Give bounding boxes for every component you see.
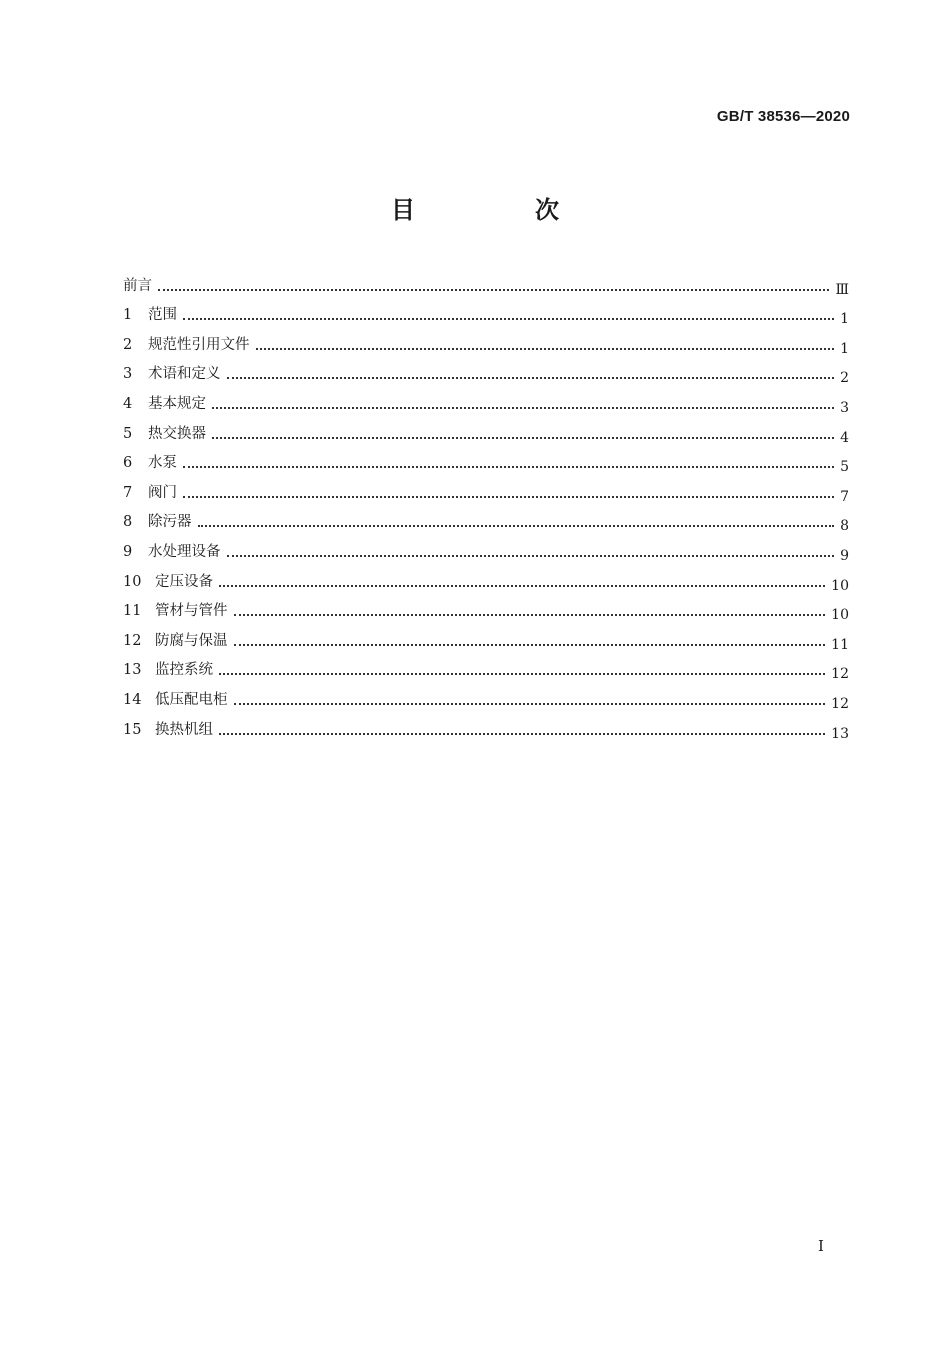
toc-entry-number: 8: [123, 514, 133, 531]
toc-entry-label: 监控系统: [155, 662, 213, 679]
toc-entry-number: 6: [123, 455, 133, 472]
toc-dot-leader: [227, 377, 835, 379]
toc-entry-label: 规范性引用文件: [148, 336, 250, 353]
toc-entry-label: 热交换器: [148, 425, 206, 442]
toc-entry-page: Ⅲ: [835, 281, 849, 298]
toc-title: 目 次: [391, 196, 607, 224]
toc-entry-number: 5: [123, 425, 133, 442]
standard-code: GB/T 38536—2020: [716, 108, 850, 125]
toc-entry-page: 12: [831, 666, 849, 683]
toc-entry-6[interactable]: [123, 444, 849, 474]
toc-entry-number: 3: [123, 366, 133, 383]
toc-entry-12[interactable]: [123, 621, 849, 651]
toc-entry-label: 换热机组: [155, 721, 213, 738]
toc-dot-leader: [183, 496, 834, 498]
toc-entry-number: 13: [123, 662, 142, 679]
toc-dot-leader: [227, 555, 835, 557]
toc-entry-foreword[interactable]: [123, 266, 849, 296]
toc-entry-page: 5: [840, 459, 849, 476]
toc-dot-leader: [183, 318, 834, 320]
toc-entry-number: 9: [123, 543, 133, 560]
page-number: I: [818, 1237, 824, 1255]
toc-entry-label: 范围: [148, 307, 177, 324]
toc-entry-1[interactable]: [123, 296, 849, 326]
toc-entry-label: 术语和定义: [148, 366, 221, 383]
toc-dot-leader: [219, 733, 825, 735]
toc-entry-page: 10: [831, 577, 849, 594]
toc-entry-number: 4: [123, 395, 133, 412]
toc-entry-page: 1: [840, 340, 849, 357]
toc-entry-10[interactable]: [123, 562, 849, 592]
toc-entry-5[interactable]: [123, 414, 849, 444]
toc-entry-2[interactable]: [123, 325, 849, 355]
toc-entry-4[interactable]: [123, 384, 849, 414]
toc-entry-page: 12: [831, 695, 849, 712]
toc-entry-page: 10: [831, 607, 849, 624]
toc-entry-number: 15: [123, 721, 142, 738]
toc-entry-page: 3: [840, 399, 849, 416]
toc-entry-number: 11: [123, 603, 142, 620]
toc-entry-page: 9: [840, 547, 849, 564]
toc-entry-label: 水处理设备: [148, 543, 221, 560]
toc-entry-page: 7: [840, 488, 849, 505]
toc-entry-page: 4: [840, 429, 849, 446]
toc-entry-11[interactable]: [123, 592, 849, 622]
toc-entry-number: 10: [123, 573, 142, 590]
toc-entry-label: 阀门: [148, 484, 177, 501]
toc-entry-13[interactable]: [123, 651, 849, 681]
toc-dot-leader: [198, 525, 835, 527]
toc-entry-7[interactable]: [123, 473, 849, 503]
toc-dot-leader: [219, 673, 825, 675]
toc-entry-page: 11: [831, 636, 849, 653]
toc-entry-3[interactable]: [123, 355, 849, 385]
toc-entry-label: 低压配电柜: [155, 691, 228, 708]
toc-entry-label: 除污器: [148, 514, 192, 531]
toc-entry-label: 管材与管件: [155, 603, 228, 620]
toc-entry-number: 14: [123, 691, 142, 708]
toc-entry-number: 1: [123, 307, 133, 324]
toc-entry-page: 1: [840, 311, 849, 328]
toc-dot-leader: [158, 289, 829, 291]
toc-entry-number: 7: [123, 484, 133, 501]
toc-entry-15[interactable]: [123, 710, 849, 740]
toc-entry-label: 防腐与保温: [155, 632, 228, 649]
toc-entry-14[interactable]: [123, 680, 849, 710]
toc-dot-leader: [234, 644, 826, 646]
toc-entry-8[interactable]: [123, 503, 849, 533]
toc-dot-leader: [234, 614, 826, 616]
toc-dot-leader: [219, 585, 825, 587]
table-of-contents: [123, 266, 849, 740]
toc-entry-number: 12: [123, 632, 142, 649]
toc-entry-label: 基本规定: [148, 395, 206, 412]
toc-entry-label: 前言: [123, 277, 152, 294]
toc-entry-label: 定压设备: [155, 573, 213, 590]
toc-entry-label: 水泵: [148, 455, 177, 472]
toc-entry-page: 2: [840, 370, 849, 387]
toc-entry-page: 13: [831, 725, 849, 742]
toc-dot-leader: [212, 407, 834, 409]
toc-entry-page: 8: [840, 518, 849, 535]
toc-dot-leader: [183, 466, 834, 468]
toc-dot-leader: [234, 703, 826, 705]
toc-entry-9[interactable]: [123, 532, 849, 562]
toc-dot-leader: [212, 437, 834, 439]
toc-entry-number: 2: [123, 336, 133, 353]
toc-dot-leader: [256, 348, 835, 350]
